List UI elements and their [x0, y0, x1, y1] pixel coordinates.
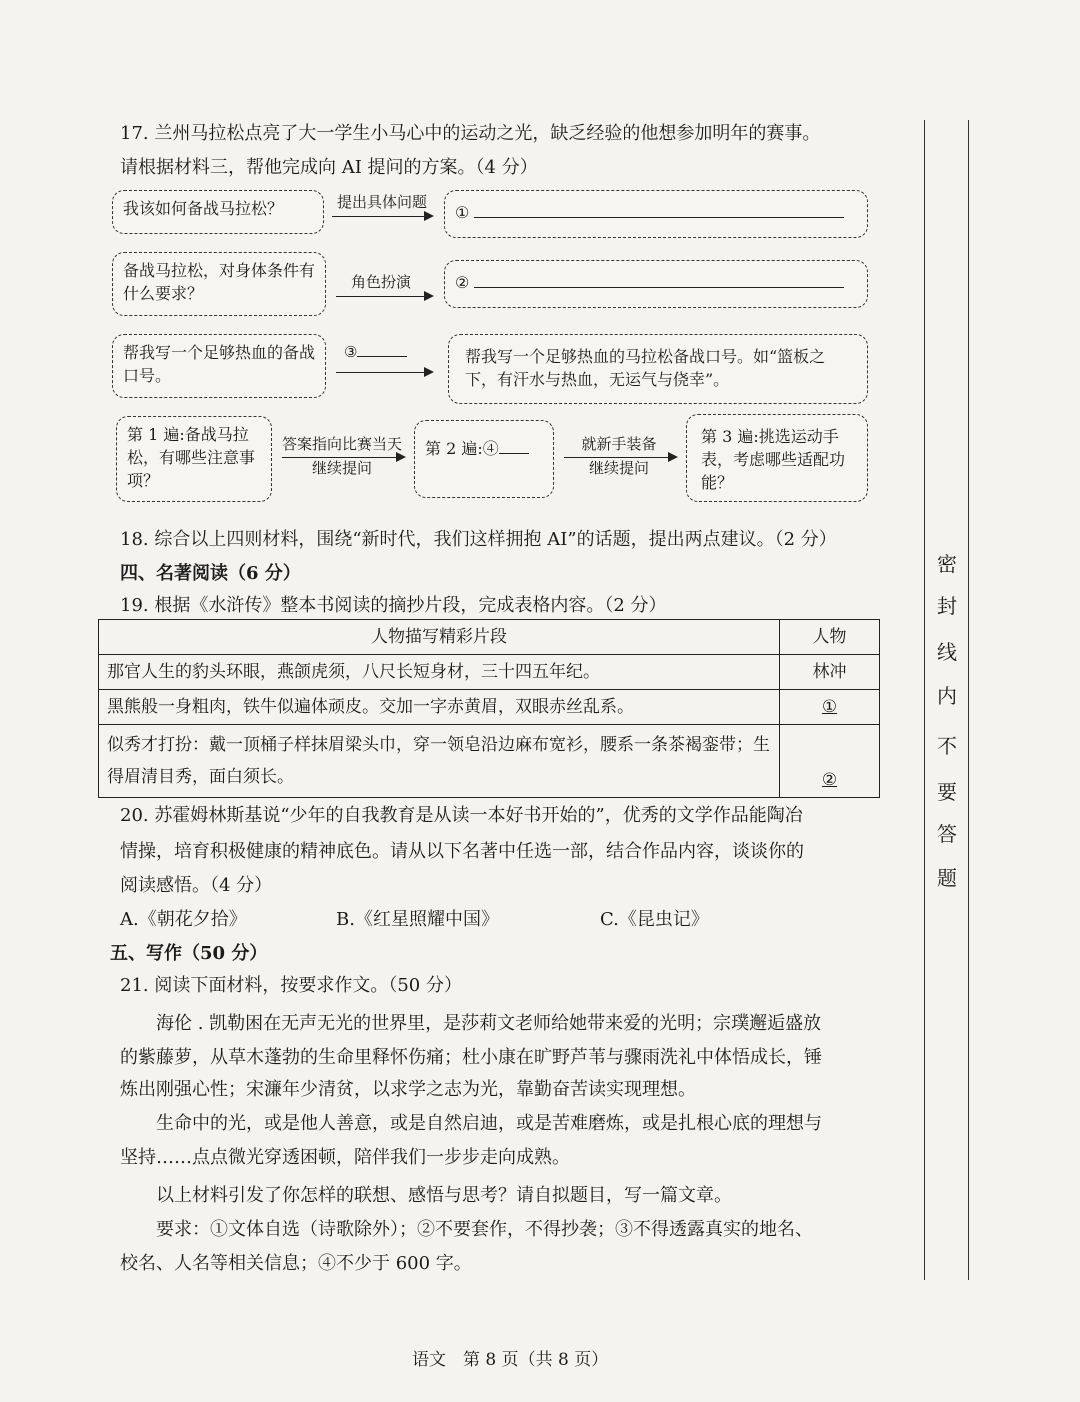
q21-p4-line2: 校名、人名等相关信息；④不少于 600 字。: [120, 1253, 472, 1274]
answer-marker-3: ③: [344, 343, 358, 361]
answer-blank-2[interactable]: [474, 287, 844, 288]
table-row: [99, 690, 880, 725]
seal-char: 封: [937, 594, 957, 618]
answer-blank-1[interactable]: [474, 217, 844, 218]
seal-char: 要: [937, 780, 957, 804]
excerpt-cell: 那官人生的豹头环眼，燕颌虎须，八尺长短身材，三十四五年纪。: [99, 655, 780, 690]
seal-char: 题: [937, 866, 957, 890]
flow-box-row3-right: [448, 334, 868, 404]
q21-p3: 以上材料引发了你怎样的联想、感悟与思考？请自拟题目，写一篇文章。: [156, 1185, 732, 1206]
answer-blank-3[interactable]: [357, 356, 407, 357]
header-cell-excerpt: 人物描写精彩片段: [99, 620, 780, 655]
seal-char: 内: [937, 684, 957, 708]
flow-box-row2-left: [112, 252, 326, 316]
q21-p2-line2: 坚持……点点微光穿透困顿，陪伴我们一步步走向成熟。: [120, 1147, 570, 1168]
q20-line1: 20. 苏霍姆林斯基说“少年的自我教育是从读一本好书开始的”，优秀的文学作品能陶冶: [120, 805, 803, 826]
flow-box-pass2: [414, 420, 554, 498]
q19-title: 19. 根据《水浒传》整本书阅读的摘抄片段，完成表格内容。（2 分）: [120, 595, 667, 616]
flow-box-text: 第 2 遍:④: [425, 439, 499, 458]
seal-char: 线: [937, 640, 957, 664]
option-a: A.《朝花夕拾》: [120, 909, 247, 930]
flow-box-row2-right: [444, 260, 868, 308]
flow-box-text: 帮我写一个足够热血的马拉松备战口号。如“篮板之下，有汗水与热血，无运气与侥幸”。: [465, 347, 826, 389]
option-b: B.《红星照耀中国》: [336, 909, 499, 930]
flow-box-text: 帮我写一个足够热血的备战口号。: [123, 343, 316, 385]
q21-p2-line1: 生命中的光，或是他人善意，或是自然启迪，或是苦难磨炼，或是扎根心底的理想与: [156, 1113, 822, 1134]
section4-heading: 四、名著阅读（6 分）: [120, 563, 301, 584]
arrow-label-row2: 角色扮演: [350, 273, 411, 291]
seal-char: 答: [937, 822, 957, 846]
q17-line1: 17. 兰州马拉松点亮了大一学生小马心中的运动之光，缺乏经验的他想参加明年的赛事。: [120, 123, 821, 144]
q20-line2: 情操，培育积极健康的精神底色。请从以下名著中任选一部，结合作品内容，谈谈你的: [120, 841, 804, 862]
arrow-label-pass1-top: 答案指向比赛当天: [282, 435, 403, 453]
q21-p1-line1: 海伦 . 凯勒困在无声无光的世界里，是莎莉文老师给她带来爱的光明；宗璞邂逅盛放: [156, 1013, 822, 1034]
flow-box-row3-left: [112, 334, 326, 398]
q21-p4-line1: 要求：①文体自选（诗歌除外）；②不要套作，不得抄袭；③不得透露真实的地名、: [156, 1219, 813, 1240]
flow-box-text: 第 1 遍:备战马拉松，有哪些注意事项？: [127, 425, 256, 490]
arrow-row2: [336, 296, 432, 297]
arrow-label-row3: [344, 342, 424, 362]
arrow-label-row1: 提出具体问题: [336, 193, 427, 211]
answer-blank-4[interactable]: [499, 453, 529, 454]
character-cell: 林冲: [780, 655, 880, 690]
q20-line3: 阅读感悟。（4 分）: [120, 875, 273, 896]
table-header-row: [99, 620, 880, 655]
q21-p1-line2: 的紫藤萝，从草木蓬勃的生命里释怀伤痛；杜小康在旷野芦苇与骤雨洗礼中体悟成长，锤: [120, 1047, 822, 1068]
character-answer-cell-2[interactable]: ②: [780, 725, 880, 798]
arrow-label-pass2-bottom: 继续提问: [588, 459, 649, 477]
flow-box-pass1: [116, 416, 272, 502]
table-row: [99, 655, 880, 690]
table-row: [99, 725, 880, 798]
seal-char: 密: [937, 552, 957, 576]
q21-title: 21. 阅读下面材料，按要求作文。（50 分）: [120, 975, 462, 996]
section5-heading: 五、写作（50 分）: [110, 943, 268, 964]
arrow-label-pass1-bottom: 继续提问: [311, 459, 372, 477]
seal-rule-right: [968, 120, 969, 1280]
excerpt-cell: 黑熊般一身粗肉，铁牛似遍体顽皮。交加一字赤黄眉，双眼赤丝乱系。: [99, 690, 780, 725]
arrow-label-pass2-top: 就新手装备: [581, 435, 657, 453]
arrow-row3: [336, 372, 432, 373]
page-footer: 语文 第 8 页（共 8 页）: [412, 1350, 609, 1370]
seal-char: 不: [937, 734, 957, 758]
excerpt-cell: 似秀才打扮：戴一顶桶子样抹眉梁头巾，穿一领皂沿边麻布宽衫，腰系一条茶褐銮带；生得眉清目秀，面白须长。: [99, 725, 780, 798]
flow-box-pass3: [686, 414, 868, 502]
seal-rule-left: [924, 120, 925, 1280]
flow-box-text: 第 3 遍:挑选运动手表，考虑哪些适配功能？: [701, 427, 846, 492]
q19-table: [98, 619, 880, 798]
flow-box-text: 我该如何备战马拉松？: [123, 199, 284, 218]
flow-box-row1-left: [112, 190, 324, 234]
flow-box-row1-right: [444, 190, 868, 238]
character-answer-cell-1[interactable]: ①: [780, 690, 880, 725]
answer-marker-1: ①: [455, 203, 470, 222]
header-cell-character: 人物: [780, 620, 880, 655]
q17-line2: 请根据材料三，帮他完成向 AI 提问的方案。（4 分）: [120, 157, 538, 178]
flow-box-text: 备战马拉松，对身体条件有什么要求？: [123, 261, 316, 303]
q18-text: 18. 综合以上四则材料，围绕“新时代，我们这样拥抱 AI”的话题，提出两点建议。（2 分）: [120, 529, 837, 550]
answer-marker-2: ②: [455, 273, 470, 292]
q21-p1-line3: 炼出刚强心性；宋濂年少清贫，以求学之志为光，靠勤奋苦读实现理想。: [120, 1079, 696, 1100]
arrow-row1: [332, 216, 432, 217]
option-c: C.《昆虫记》: [600, 909, 709, 930]
